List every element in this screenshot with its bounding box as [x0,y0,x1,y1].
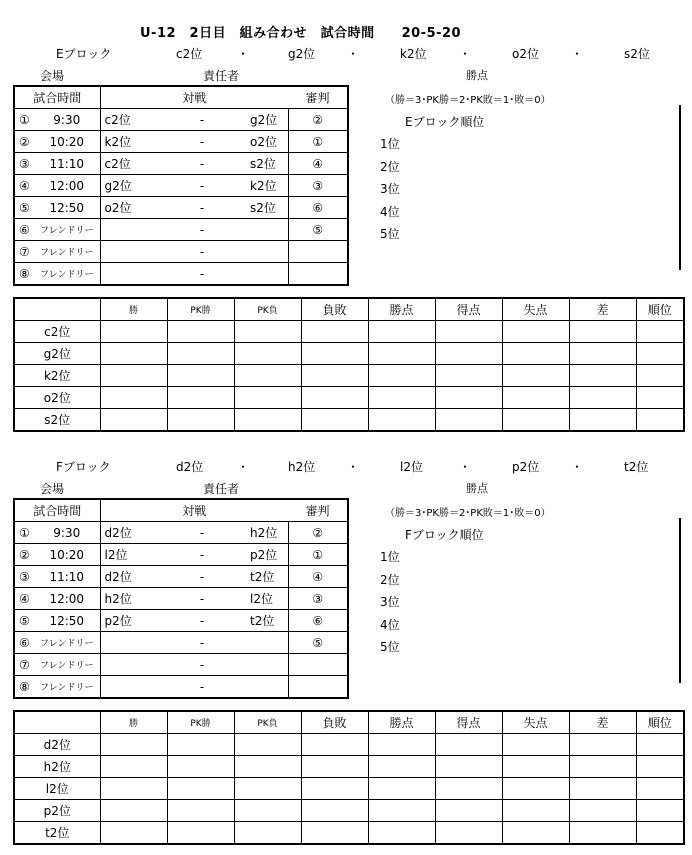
standings-cell [502,800,569,822]
standings-team: s2位 [14,409,100,432]
header-dot: ･ [350,460,357,474]
col-time-header: 試合時間 [14,86,100,109]
standings-cell [167,387,234,409]
standings-cell [569,800,636,822]
standings-header: 勝点 [368,298,435,321]
header-team: t2位 [624,460,649,474]
standings-cell [502,822,569,845]
match-dash: - [154,610,250,632]
standings-cell [167,409,234,432]
standings-cell [167,734,234,756]
match-home: c2位 [100,153,154,175]
header-dot: ･ [574,47,581,61]
standings-cell [100,409,167,432]
match-home [100,219,154,241]
match-away [250,676,288,699]
match-number: ④ [14,175,34,197]
match-referee: ⑥ [288,610,348,632]
match-away: o2位 [250,131,288,153]
schedule-table [13,498,349,699]
match-dash: - [154,588,250,610]
manager-label: 責任者 [203,482,240,496]
match-time: フレンドリー [34,263,100,286]
col-match-header: 対戦 [100,499,288,522]
standings-cell [234,756,301,778]
standings-cell [100,365,167,387]
standings-cell [502,387,569,409]
ranking-position: 2位 [380,572,400,587]
header-dot: ･ [462,47,469,61]
match-home: p2位 [100,610,154,632]
match-dash: - [154,131,250,153]
col-referee-header: 審判 [288,499,348,522]
standings-cell [569,365,636,387]
match-time: 9:30 [34,109,100,131]
standings-header: 失点 [502,711,569,734]
standings-corner [14,711,100,734]
match-number: ① [14,522,34,544]
standings-header-row [14,711,684,734]
standings-table [13,710,685,845]
match-home [100,654,154,676]
match-home [100,676,154,699]
standings-cell [234,800,301,822]
header-team: g2位 [288,47,316,61]
match-away: s2位 [250,153,288,175]
header-team: p2位 [512,460,540,474]
match-referee: ④ [288,153,348,175]
match-time: フレンドリー [34,654,100,676]
match-time: フレンドリー [34,241,100,263]
standings-cell [234,343,301,365]
schedule-header-row [14,499,348,522]
match-row [14,219,348,241]
header-team: c2位 [176,47,203,61]
standings-row [14,756,684,778]
standings-cell [636,756,684,778]
standings-cell [569,756,636,778]
standings-row [14,800,684,822]
standings-cell [301,387,368,409]
col-match-header: 対戦 [100,86,288,109]
standings-cell [167,778,234,800]
standings-header: 勝点 [368,711,435,734]
standings-cell [301,409,368,432]
standings-team: c2位 [14,321,100,343]
page-title: U-12 2日目 組み合わせ 試合時間 20-5-20 [140,26,462,41]
match-dash: - [154,676,250,699]
standings-team: l2位 [14,778,100,800]
match-row [14,676,348,699]
header-dot: ･ [350,47,357,61]
block-name: Eブロック [56,47,112,61]
standings-corner [14,298,100,321]
match-row [14,654,348,676]
standings-team: o2位 [14,387,100,409]
match-away: t2位 [250,610,288,632]
match-row [14,153,348,175]
standings-cell [435,756,502,778]
match-row [14,175,348,197]
match-home: d2位 [100,522,154,544]
standings-row [14,343,684,365]
standings-cell [368,800,435,822]
match-referee: ⑥ [288,197,348,219]
match-home [100,632,154,654]
ranking-position: 3位 [380,595,400,609]
match-row [14,131,348,153]
standings-header: 得点 [435,298,502,321]
header-dot: ･ [240,460,247,474]
standings-header: 失点 [502,298,569,321]
standings-cell [368,778,435,800]
header-dot: ･ [240,47,247,61]
standings-cell [100,321,167,343]
match-number: ② [14,544,34,566]
match-time: 12:00 [34,175,100,197]
match-time: 10:20 [34,544,100,566]
standings-cell [502,321,569,343]
standings-team: d2位 [14,734,100,756]
standings-team: k2位 [14,365,100,387]
standings-row [14,822,684,845]
ranking-position: 1位 [380,137,400,151]
standings-cell [569,321,636,343]
header-team: h2位 [288,460,316,474]
match-away: p2位 [250,544,288,566]
match-away: s2位 [250,197,288,219]
ranking-position: 3位 [380,182,400,196]
match-number: ⑤ [14,610,34,632]
match-dash: - [154,522,250,544]
standings-cell [636,409,684,432]
match-dash: - [154,219,250,241]
match-row [14,109,348,131]
match-referee [288,263,348,286]
match-dash: - [154,263,250,286]
standings-cell [569,343,636,365]
standings-table [13,297,685,432]
match-number: ⑥ [14,219,34,241]
standings-header: PK勝 [167,711,234,734]
standings-cell [368,365,435,387]
match-dash: - [154,566,250,588]
standings-cell [368,343,435,365]
match-away: k2位 [250,175,288,197]
standings-cell [100,756,167,778]
standings-cell [100,343,167,365]
match-dash: - [154,241,250,263]
standings-cell [234,822,301,845]
standings-cell [167,822,234,845]
match-time: 11:10 [34,566,100,588]
match-dash: - [154,197,250,219]
standings-cell [502,343,569,365]
match-referee: ② [288,109,348,131]
right-border-line [679,518,681,683]
match-time: 11:10 [34,153,100,175]
header-dot: ･ [462,460,469,474]
match-home: l2位 [100,544,154,566]
standings-row [14,778,684,800]
match-number: ⑥ [14,632,34,654]
standings-header: 順位 [636,711,684,734]
schedule-header-row [14,86,348,109]
standings-header: PK勝 [167,298,234,321]
standings-cell [636,800,684,822]
standings-header: 負敗 [301,298,368,321]
standings-cell [167,365,234,387]
match-away [250,632,288,654]
ranking-position: 2位 [380,159,400,174]
match-home: d2位 [100,566,154,588]
standings-cell [569,387,636,409]
standings-cell [435,387,502,409]
standings-header: PK負 [234,711,301,734]
block-name: Fブロック [56,460,111,474]
standings-cell [167,321,234,343]
standings-header: 差 [569,298,636,321]
standings-row [14,321,684,343]
match-number: ⑤ [14,197,34,219]
match-referee: ② [288,522,348,544]
venue-label: 会場 [40,482,65,496]
standings-cell [636,343,684,365]
match-number: ⑧ [14,263,34,286]
match-away: g2位 [250,109,288,131]
standings-cell [301,822,368,845]
match-row [14,197,348,219]
header-team: s2位 [624,47,650,61]
standings-cell [234,365,301,387]
standings-cell [301,321,368,343]
standings-team: h2位 [14,756,100,778]
match-dash: - [154,654,250,676]
standings-cell [100,778,167,800]
match-referee: ⑤ [288,632,348,654]
points-rule: （勝＝3･PK勝＝2･PK敗＝1･敗＝0） [385,95,551,106]
match-away [250,263,288,286]
header-team: o2位 [512,47,539,61]
match-home: h2位 [100,588,154,610]
standings-cell [368,387,435,409]
col-referee-header: 審判 [288,86,348,109]
standings-cell [100,387,167,409]
match-dash: - [154,153,250,175]
standings-cell [167,756,234,778]
ranking-title: Eブロック順位 [405,115,485,129]
standings-cell [636,778,684,800]
standings-cell [569,734,636,756]
standings-cell [368,756,435,778]
points-rule: （勝＝3･PK勝＝2･PK敗＝1･敗＝0） [385,508,551,519]
standings-cell [234,778,301,800]
standings-cell [301,734,368,756]
match-time: 12:00 [34,588,100,610]
header-team: k2位 [400,47,427,61]
standings-team: p2位 [14,800,100,822]
standings-cell [301,800,368,822]
points-label: 勝点 [466,69,488,82]
standings-header: 差 [569,711,636,734]
match-away [250,241,288,263]
standings-row [14,734,684,756]
standings-header: 順位 [636,298,684,321]
standings-cell [301,756,368,778]
match-home [100,241,154,263]
match-home: o2位 [100,197,154,219]
standings-cell [435,778,502,800]
standings-cell [502,734,569,756]
standings-row [14,387,684,409]
standings-cell [368,734,435,756]
ranking-title: Fブロック順位 [405,528,484,542]
right-border-line [679,105,681,270]
standings-header: 得点 [435,711,502,734]
standings-cell [234,321,301,343]
header-dot: ･ [574,460,581,474]
match-row [14,588,348,610]
schedule-table [13,85,349,286]
ranking-position: 4位 [380,204,400,219]
match-away: h2位 [250,522,288,544]
standings-cell [301,778,368,800]
match-dash: - [154,109,250,131]
standings-cell [435,409,502,432]
match-home [100,263,154,286]
standings-cell [301,365,368,387]
match-number: ③ [14,153,34,175]
match-referee [288,241,348,263]
standings-team: t2位 [14,822,100,845]
match-referee: ① [288,544,348,566]
match-row [14,632,348,654]
standings-cell [234,409,301,432]
standings-cell [167,343,234,365]
standings-cell [435,734,502,756]
match-home: g2位 [100,175,154,197]
match-referee: ① [288,131,348,153]
standings-cell [368,409,435,432]
match-home: c2位 [100,109,154,131]
match-referee: ③ [288,175,348,197]
match-number: ① [14,109,34,131]
standings-cell [636,734,684,756]
match-row [14,522,348,544]
match-row [14,544,348,566]
standings-cell [502,409,569,432]
match-number: ⑧ [14,676,34,699]
match-referee: ⑤ [288,219,348,241]
standings-cell [100,734,167,756]
standings-row [14,409,684,432]
points-label: 勝点 [466,482,488,495]
standings-cell [569,822,636,845]
standings-cell [502,778,569,800]
match-time: 9:30 [34,522,100,544]
standings-cell [636,321,684,343]
match-dash: - [154,632,250,654]
standings-cell [569,778,636,800]
ranking-position: 4位 [380,617,400,632]
match-row [14,610,348,632]
standings-header: 勝 [100,298,167,321]
standings-cell [569,409,636,432]
match-away: t2位 [250,566,288,588]
match-away [250,654,288,676]
match-number: ③ [14,566,34,588]
match-time: フレンドリー [34,632,100,654]
standings-cell [435,321,502,343]
match-row [14,263,348,286]
match-referee [288,676,348,699]
match-time: 12:50 [34,610,100,632]
standings-cell [100,822,167,845]
match-time: 10:20 [34,131,100,153]
standings-cell [636,387,684,409]
standings-cell [100,800,167,822]
match-away: l2位 [250,588,288,610]
match-number: ⑦ [14,654,34,676]
match-number: ⑦ [14,241,34,263]
standings-cell [301,343,368,365]
manager-label: 責任者 [203,69,240,83]
standings-cell [502,756,569,778]
standings-cell [502,365,569,387]
standings-cell [435,822,502,845]
standings-cell [435,365,502,387]
match-referee: ③ [288,588,348,610]
match-home: k2位 [100,131,154,153]
standings-header: 負敗 [301,711,368,734]
ranking-position: 5位 [380,227,400,241]
standings-header-row [14,298,684,321]
col-time-header: 試合時間 [14,499,100,522]
ranking-position: 5位 [380,640,400,654]
match-away [250,219,288,241]
match-dash: - [154,175,250,197]
match-time: フレンドリー [34,676,100,699]
standings-cell [167,800,234,822]
standings-cell [435,800,502,822]
match-row [14,241,348,263]
match-time: 12:50 [34,197,100,219]
match-referee: ④ [288,566,348,588]
standings-header: PK負 [234,298,301,321]
standings-cell [636,822,684,845]
standings-cell [368,321,435,343]
header-team: d2位 [176,460,204,474]
header-team: l2位 [400,460,423,474]
match-row [14,566,348,588]
standings-cell [368,822,435,845]
match-referee [288,654,348,676]
standings-cell [234,734,301,756]
ranking-position: 1位 [380,550,400,564]
standings-team: g2位 [14,343,100,365]
standings-row [14,365,684,387]
standings-cell [636,365,684,387]
match-time: フレンドリー [34,219,100,241]
standings-cell [234,387,301,409]
match-number: ④ [14,588,34,610]
venue-label: 会場 [40,69,65,83]
standings-cell [435,343,502,365]
match-dash: - [154,544,250,566]
match-number: ② [14,131,34,153]
standings-header: 勝 [100,711,167,734]
